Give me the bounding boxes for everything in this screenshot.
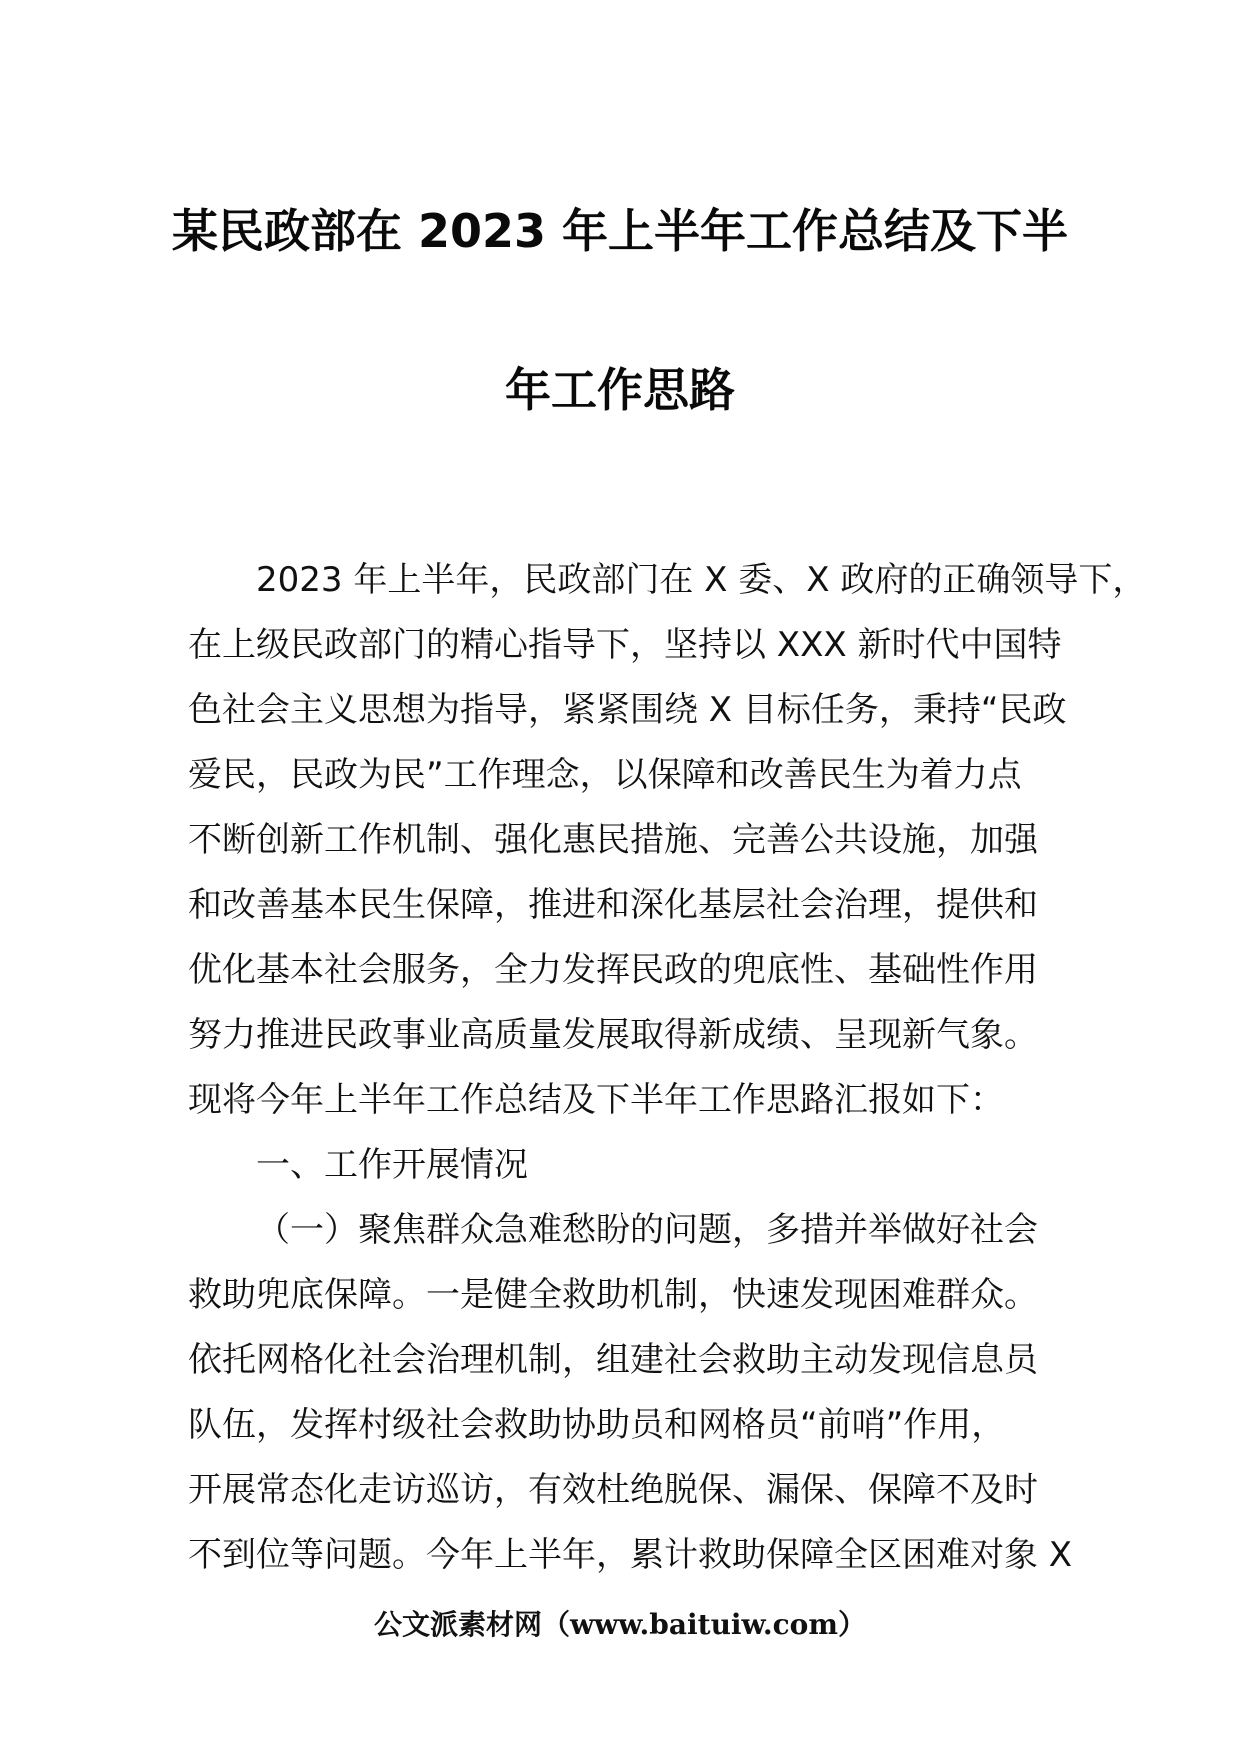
paragraph-line: 现将今年上半年工作总结及下半年工作思路汇报如下： [188,1080,1004,1120]
paragraph-line: 不到位等问题。今年上半年，累计救助保障全区困难对象 X [188,1535,1073,1575]
paragraph-line: 优化基本社会服务，全力发挥民政的兜底性、基础性作用 [188,950,1038,990]
paragraph-line: 开展常态化走访巡访，有效杜绝脱保、漏保、保障不及时 [188,1470,1038,1510]
paragraph-line: 在上级民政部门的精心指导下，坚持以 XXX 新时代中国特 [188,625,1062,665]
paragraph-line: 不断创新工作机制、强化惠民措施、完善公共设施，加强 [188,820,1038,860]
subsection-heading-line: （一）聚焦群众急难愁盼的问题，多措并举做好社会 [256,1210,1038,1250]
section-heading: 一、工作开展情况 [256,1145,528,1185]
footer-watermark-text: 公文派素材网（www.baituiw.com） [374,1608,866,1641]
document-title-line-1: 某民政部在 2023 年上半年工作总结及下半 [171,204,1069,258]
paragraph-line: 爱民，民政为民”工作理念，以保障和改善民生为着力点 [188,755,1022,795]
document-title-line-2: 年工作思路 [505,363,735,417]
paragraph-line: 队伍，发挥村级社会救助协助员和网格员“前哨”作用， [188,1405,1006,1445]
document-body [188,548,1147,1588]
paragraph-line: 救助兜底保障。一是健全救助机制，快速发现困难群众。 [188,1275,1038,1315]
paragraph-line: 和改善基本民生保障，推进和深化基层社会治理，提供和 [188,885,1038,925]
paragraph-line: 2023 年上半年，民政部门在 X 委、X 政府的正确领导下， [256,560,1147,600]
paragraph-line: 依托网格化社会治理机制，组建社会救助主动发现信息员 [188,1340,1038,1380]
paragraph-line: 努力推进民政事业高质量发展取得新成绩、呈现新气象。 [188,1015,1038,1055]
paragraph-line: 色社会主义思想为指导，紧紧围绕 X 目标任务，秉持“民政 [188,690,1067,730]
